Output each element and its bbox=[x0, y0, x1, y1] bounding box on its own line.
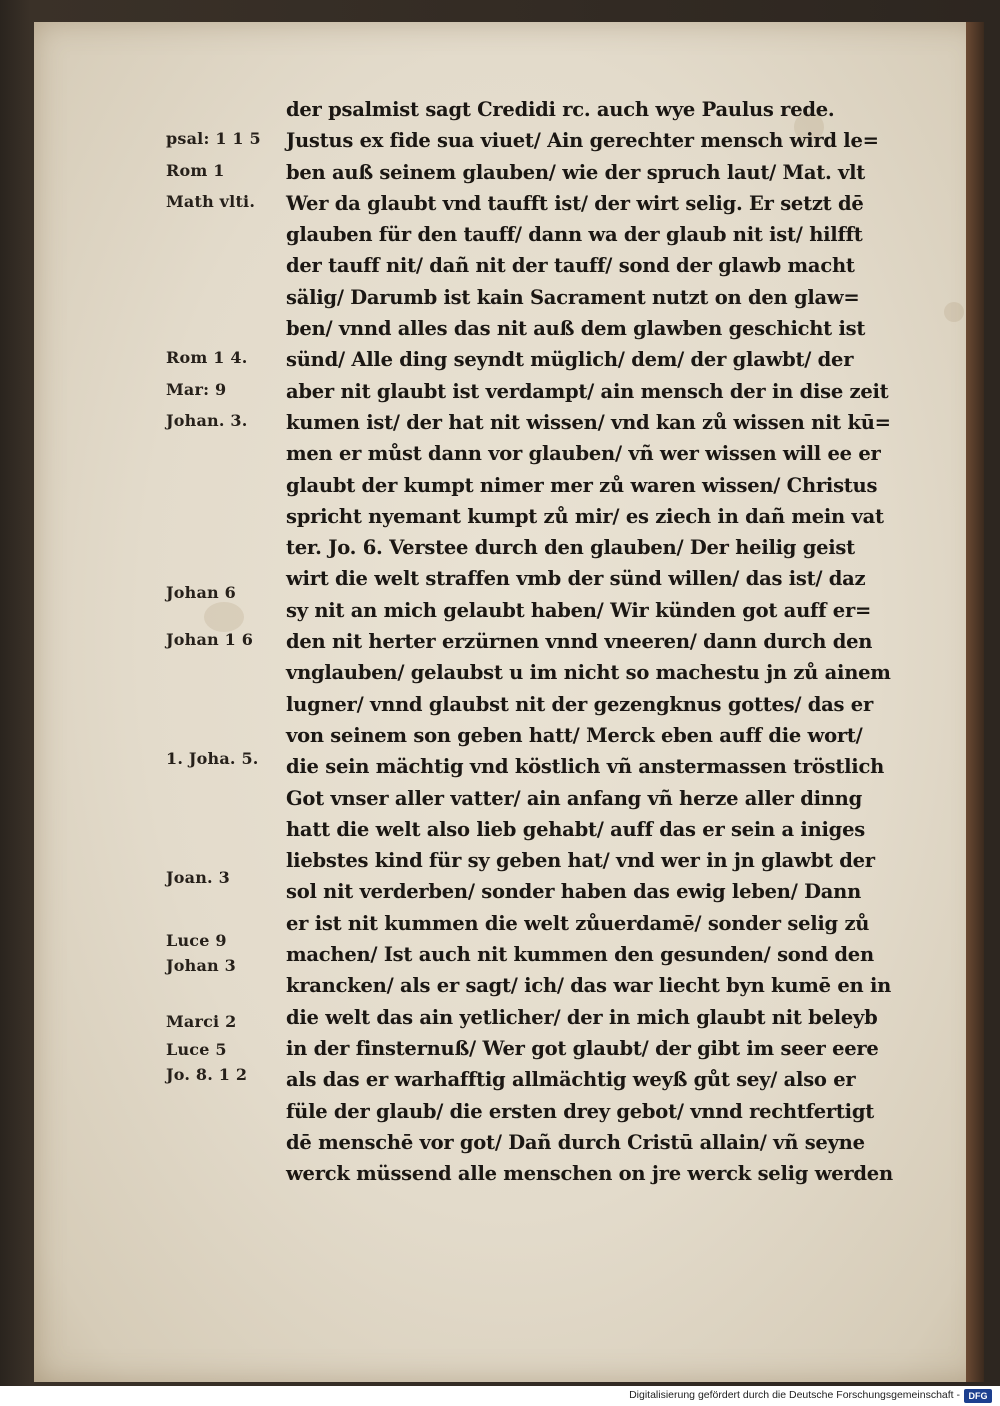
text-line: ben auß seinem glauben/ wie der spruch laut/ Mat. vlt bbox=[286, 160, 866, 184]
margin-note: Rom 1 bbox=[166, 160, 225, 180]
main-text-block bbox=[286, 94, 926, 1189]
text-line: krancken/ als er sagt/ ich/ das war liecht byn kumē en in bbox=[286, 974, 892, 998]
text-line: als das er warhafftig allmächtig weyß gůt sey/ also er bbox=[286, 1068, 856, 1092]
paper-stain bbox=[944, 302, 964, 322]
book-binding-edge bbox=[966, 22, 984, 1382]
text-line: aber nit glaubt ist verdampt/ ain mensch der in dise zeit bbox=[286, 379, 889, 403]
text-line: er ist nit kummen die welt zůuerdamē/ sonder selig zů bbox=[286, 911, 870, 935]
text-line: liebstes kind für sy geben hat/ vnd wer in jn glawbt der bbox=[286, 849, 875, 873]
margin-note: Joan. 3 bbox=[166, 867, 230, 887]
dfg-logo: DFG bbox=[964, 1389, 992, 1403]
paper-stain bbox=[204, 602, 244, 632]
text-line: Justus ex fide sua viuet/ Ain gerechter mensch wird le= bbox=[286, 129, 879, 153]
text-line: glaubt der kumpt nimer mer zů waren wissen/ Christus bbox=[286, 473, 878, 497]
text-line: wirt die welt straffen vmb der sünd willen/ das ist/ daz bbox=[286, 567, 866, 591]
margin-note: psal: 1 1 5 bbox=[166, 129, 261, 149]
text-line: glauben für den tauff/ dann wa der glaub nit ist/ hilfft bbox=[286, 223, 863, 247]
footer-bar bbox=[0, 1386, 1000, 1406]
text-line: Got vnser aller vatter/ ain anfang vñ herze aller dinng bbox=[286, 786, 862, 810]
text-line: von seinem son geben hatt/ Merck eben auff die wort/ bbox=[286, 723, 863, 747]
text-line: sünd/ Alle ding seyndt müglich/ dem/ der glawbt/ der bbox=[286, 348, 854, 372]
text-line: werck müssend alle menschen on jre werck selig werden bbox=[286, 1162, 893, 1186]
margin-note: Johan 3 bbox=[166, 955, 236, 975]
text-line: die welt das ain yetlicher/ der in mich glaubt nit beleyb bbox=[286, 1005, 878, 1029]
text-line: spricht nyemant kumpt zů mir/ es ziech in dañ mein vat bbox=[286, 504, 884, 528]
margin-note: Jo. 8. 1 2 bbox=[166, 1065, 248, 1085]
text-line: dē menschē vor got/ Dañ durch Cristū allain/ vñ seyne bbox=[286, 1130, 865, 1154]
margin-note: Rom 1 4. bbox=[166, 348, 248, 368]
text-line: füle der glaub/ die ersten drey gebot/ vnnd rechtfertigt bbox=[286, 1099, 874, 1123]
text-line: der psalmist sagt Credidi rc. auch wye Paulus rede. bbox=[286, 98, 835, 121]
funding-note: Digitalisierung gefördert durch die Deutsche Forschungsgemeinschaft - bbox=[629, 1389, 960, 1401]
margin-note: Mar: 9 bbox=[166, 379, 227, 399]
text-line: lugner/ vnnd glaubst nit der gezengknus gottes/ das er bbox=[286, 692, 873, 716]
margin-note: Math vlti. bbox=[166, 191, 256, 211]
margin-note: Luce 9 bbox=[166, 930, 227, 950]
margin-note: Johan 6 bbox=[166, 583, 236, 603]
margin-note: Marci 2 bbox=[166, 1011, 237, 1031]
text-line: die sein mächtig vnd köstlich vñ anstermassen tröstlich bbox=[286, 755, 885, 779]
text-line: sälig/ Darumb ist kain Sacrament nutzt on den glaw= bbox=[286, 285, 860, 309]
text-line: den nit herter erzürnen vnnd vneeren/ dann durch den bbox=[286, 630, 873, 654]
text-line: ben/ vnnd alles das nit auß dem glawben geschicht ist bbox=[286, 317, 866, 341]
text-line: kumen ist/ der hat nit wissen/ vnd kan zů wissen nit kū= bbox=[286, 410, 891, 434]
text-line: hatt die welt also lieb gehabt/ auff das er sein a iniges bbox=[286, 817, 865, 841]
text-line: men er můst dann vor glauben/ vñ wer wissen will ee er bbox=[286, 442, 881, 466]
margin-note: Luce 5 bbox=[166, 1040, 227, 1060]
text-line: ter. Jo. 6. Verstee durch den glauben/ Der heilig geist bbox=[286, 536, 855, 560]
text-line: vnglauben/ gelaubst u im nicht so machestu jn zů ainem bbox=[286, 661, 891, 685]
text-line: sy nit an mich gelaubt haben/ Wir künden got auff er= bbox=[286, 598, 872, 622]
margin-note: Johan. 3. bbox=[166, 411, 248, 430]
margin-note: 1. Joha. 5. bbox=[166, 749, 259, 769]
text-line: in der finsternuß/ Wer got glaubt/ der gibt im seer eere bbox=[286, 1036, 879, 1060]
margin-note: Johan 1 6 bbox=[166, 630, 254, 650]
text-line: machen/ Ist auch nit kummen den gesunden/ sond den bbox=[286, 943, 874, 967]
text-line: Wer da glaubt vnd taufft ist/ der wirt selig. Er setzt dē bbox=[286, 191, 864, 215]
text-line: der tauff nit/ dañ nit der tauff/ sond der glawb macht bbox=[286, 254, 855, 278]
text-line: sol nit verderben/ sonder haben das ewig leben/ Dann bbox=[286, 880, 862, 904]
